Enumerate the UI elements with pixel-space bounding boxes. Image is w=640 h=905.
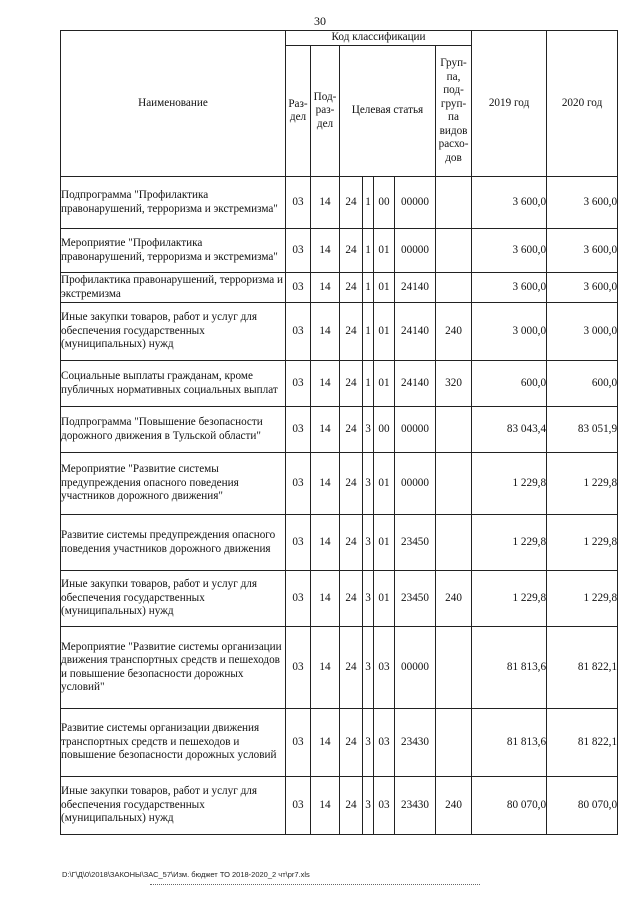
podrazdel-cell: 14 [311,229,340,273]
row-name: Мероприятие "Развитие системы предупреждения опасного поведения участников дорожного движения" [61,453,286,515]
target-subprogram-cell: 3 [363,709,374,777]
target-direction-cell: 23450 [395,571,436,627]
target-direction-cell: 00000 [395,229,436,273]
target-subprogram-cell: 3 [363,515,374,571]
amount-2020-cell: 83 051,9 [547,407,618,453]
expense-group-cell [436,453,472,515]
amount-2019-cell: 600,0 [472,361,547,407]
target-direction-cell: 23450 [395,515,436,571]
target-event-cell: 00 [374,177,395,229]
target-direction-cell: 24140 [395,361,436,407]
target-direction-cell: 00000 [395,177,436,229]
expense-group-cell [436,515,472,571]
expense-group-cell: 320 [436,361,472,407]
page-number: 30 [314,14,326,28]
header-target-article: Целевая статья [340,46,436,177]
target-program-cell: 24 [340,571,363,627]
podrazdel-cell: 14 [311,571,340,627]
expense-group-cell [436,177,472,229]
podrazdel-cell: 14 [311,515,340,571]
table-row [61,177,618,229]
amount-2019-cell: 1 229,8 [472,453,547,515]
row-name: Развитие системы предупреждения опасного поведения участников дорожного движения [61,515,286,571]
target-subprogram-cell: 3 [363,453,374,515]
amount-2020-cell: 600,0 [547,361,618,407]
table-row [61,303,618,361]
budget-table [60,30,618,835]
podrazdel-cell: 14 [311,407,340,453]
target-subprogram-cell: 1 [363,361,374,407]
podrazdel-cell: 14 [311,361,340,407]
target-event-cell: 00 [374,407,395,453]
podrazdel-cell: 14 [311,777,340,835]
row-name: Профилактика правонарушений, терроризма и экстремизма [61,273,286,303]
razdel-cell: 03 [286,273,311,303]
header-expense-group: Груп- па, под- груп- па видов расхо- дов [436,46,472,177]
amount-2019-cell: 1 229,8 [472,571,547,627]
podrazdel-cell: 14 [311,453,340,515]
razdel-cell: 03 [286,571,311,627]
amount-2020-cell: 1 229,8 [547,515,618,571]
target-event-cell: 03 [374,777,395,835]
target-subprogram-cell: 3 [363,407,374,453]
target-program-cell: 24 [340,361,363,407]
table-row [61,515,618,571]
table-row [61,709,618,777]
amount-2019-cell: 3 600,0 [472,177,547,229]
expense-group-cell [436,709,472,777]
target-subprogram-cell: 3 [363,571,374,627]
table-row [61,777,618,835]
podrazdel-cell: 14 [311,177,340,229]
amount-2019-cell: 81 813,6 [472,709,547,777]
expense-group-cell [436,627,472,709]
target-program-cell: 24 [340,273,363,303]
row-name: Иные закупки товаров, работ и услуг для обеспечения государственных (муниципальных) нужд [61,777,286,835]
row-name: Иные закупки товаров, работ и услуг для обеспечения государственных (муниципальных) нужд [61,303,286,361]
amount-2020-cell: 1 229,8 [547,571,618,627]
row-name: Подпрограмма "Повышение безопасности дорожного движения в Тульской области" [61,407,286,453]
row-name: Мероприятие "Профилактика правонарушений, терроризма и экстремизма" [61,229,286,273]
row-name: Социальные выплаты гражданам, кроме публичных нормативных социальных выплат [61,361,286,407]
amount-2019-cell: 3 000,0 [472,303,547,361]
target-direction-cell: 00000 [395,453,436,515]
header-code: Код классификации [286,31,472,46]
amount-2020-cell: 3 600,0 [547,177,618,229]
target-direction-cell: 24140 [395,303,436,361]
target-event-cell: 01 [374,229,395,273]
row-name: Мероприятие "Развитие системы организации движения транспортных средств и пешеходов и повышение безопасности дорожных условий" [61,627,286,709]
razdel-cell: 03 [286,627,311,709]
bottom-divider [150,884,480,885]
row-name: Иные закупки товаров, работ и услуг для обеспечения государственных (муниципальных) нужд [61,571,286,627]
podrazdel-cell: 14 [311,303,340,361]
razdel-cell: 03 [286,515,311,571]
razdel-cell: 03 [286,777,311,835]
razdel-cell: 03 [286,229,311,273]
amount-2020-cell: 3 600,0 [547,229,618,273]
target-subprogram-cell: 3 [363,627,374,709]
header-2019: 2019 год [472,31,547,177]
target-event-cell: 01 [374,515,395,571]
row-name: Подпрограмма "Профилактика правонарушений, терроризма и экстремизма" [61,177,286,229]
amount-2019-cell: 83 043,4 [472,407,547,453]
target-program-cell: 24 [340,515,363,571]
table-row [61,571,618,627]
target-program-cell: 24 [340,177,363,229]
podrazdel-cell: 14 [311,709,340,777]
row-name: Развитие системы организации движения транспортных средств и пешеходов и повышение безопасности дорожных условий [61,709,286,777]
table-row [61,273,618,303]
razdel-cell: 03 [286,361,311,407]
target-direction-cell: 00000 [395,407,436,453]
target-program-cell: 24 [340,303,363,361]
podrazdel-cell: 14 [311,273,340,303]
razdel-cell: 03 [286,303,311,361]
table-row [61,361,618,407]
amount-2020-cell: 80 070,0 [547,777,618,835]
target-subprogram-cell: 1 [363,303,374,361]
target-program-cell: 24 [340,627,363,709]
target-event-cell: 01 [374,361,395,407]
target-event-cell: 01 [374,273,395,303]
target-subprogram-cell: 3 [363,777,374,835]
amount-2019-cell: 1 229,8 [472,515,547,571]
target-subprogram-cell: 1 [363,229,374,273]
amount-2020-cell: 81 822,1 [547,627,618,709]
target-program-cell: 24 [340,453,363,515]
amount-2019-cell: 81 813,6 [472,627,547,709]
amount-2020-cell: 3 600,0 [547,273,618,303]
target-event-cell: 03 [374,709,395,777]
target-program-cell: 24 [340,229,363,273]
amount-2019-cell: 3 600,0 [472,273,547,303]
table-row [61,229,618,273]
target-event-cell: 03 [374,627,395,709]
expense-group-cell [436,229,472,273]
expense-group-cell: 240 [436,571,472,627]
target-event-cell: 01 [374,453,395,515]
amount-2020-cell: 1 229,8 [547,453,618,515]
amount-2019-cell: 3 600,0 [472,229,547,273]
razdel-cell: 03 [286,453,311,515]
target-subprogram-cell: 1 [363,177,374,229]
amount-2020-cell: 81 822,1 [547,709,618,777]
expense-group-cell: 240 [436,303,472,361]
razdel-cell: 03 [286,177,311,229]
table-row [61,453,618,515]
expense-group-cell: 240 [436,777,472,835]
target-direction-cell: 00000 [395,627,436,709]
expense-group-cell [436,407,472,453]
expense-group-cell [436,273,472,303]
razdel-cell: 03 [286,709,311,777]
target-program-cell: 24 [340,709,363,777]
header-podrazdel: Под- раз- дел [311,46,340,177]
amount-2019-cell: 80 070,0 [472,777,547,835]
target-direction-cell: 24140 [395,273,436,303]
target-program-cell: 24 [340,407,363,453]
target-direction-cell: 23430 [395,709,436,777]
podrazdel-cell: 14 [311,627,340,709]
table-row [61,407,618,453]
header-name: Наименование [61,31,286,177]
header-2020: 2020 год [547,31,618,177]
table-row [61,627,618,709]
target-event-cell: 01 [374,303,395,361]
amount-2020-cell: 3 000,0 [547,303,618,361]
file-path-footer: D:\Г\Д\0\2018\ЗАКОНЫ\ЗАС_57\Изм. бюджет ТО 2018-2020_2 чт\pr7.xls [62,870,310,879]
razdel-cell: 03 [286,407,311,453]
target-program-cell: 24 [340,777,363,835]
target-subprogram-cell: 1 [363,273,374,303]
header-razdel: Раз- дел [286,46,311,177]
target-event-cell: 01 [374,571,395,627]
target-direction-cell: 23430 [395,777,436,835]
